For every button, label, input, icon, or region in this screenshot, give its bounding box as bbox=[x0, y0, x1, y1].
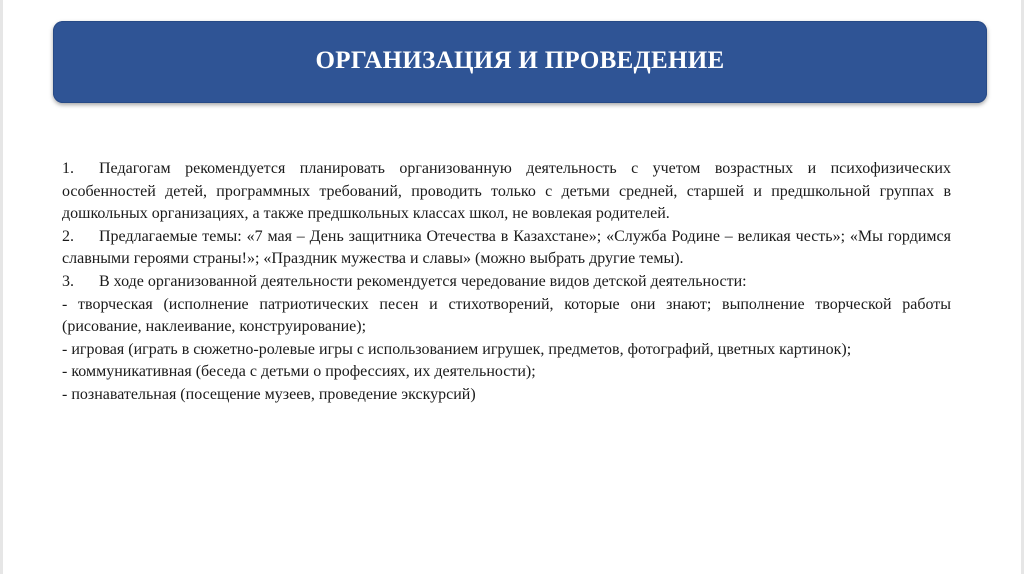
numbered-item-1 bbox=[62, 158, 951, 226]
item-number: 1. bbox=[62, 160, 74, 177]
slide-body bbox=[62, 158, 951, 407]
title-banner bbox=[53, 21, 987, 103]
slide-title: ОРГАНИЗАЦИЯ И ПРОВЕДЕНИЕ bbox=[315, 47, 725, 74]
activity-item-creative: - творческая (исполнение патриотических песен и стихотворений, которые они знают; выполнение творческой работы (рисование, наклеивание, конструирование); bbox=[62, 295, 951, 336]
activity-item-communicative: - коммуникативная (беседа с детьми о профессиях, их деятельности); bbox=[62, 363, 536, 381]
slide-left-edge bbox=[0, 0, 3, 574]
activity-item-cognitive: - познавательная (посещение музеев, проведение экскурсий) bbox=[62, 385, 476, 403]
item-text: Педагогам рекомендуется планировать организованную деятельность с учетом возрастных и психофизических особенностей детей, программных требований, проводить только с детьми средней, старшей и предшкольной группах в дошкольных организациях, а также предшкольных классах школ, не вовлекая родителей. bbox=[62, 160, 951, 223]
item-number: 2. bbox=[62, 227, 74, 245]
activity-item-play: - игровая (играть в сюжетно-ролевые игры с использованием игрушек, предметов, фотографий, цветных картинок); bbox=[62, 340, 852, 358]
numbered-item-3 bbox=[62, 271, 951, 294]
item-text: В ходе организованной деятельности рекомендуется чередование видов детской деятельности: bbox=[99, 272, 747, 290]
numbered-item-2 bbox=[62, 226, 951, 271]
item-text: Предлагаемые темы: «7 мая – День защитника Отечества в Казахстане»; «Служба Родине – великая честь»; «Мы гордимся славными героями страны!»; «Праздник мужества и славы» (можно выбрать другие темы). bbox=[62, 227, 951, 268]
item-number: 3. bbox=[62, 272, 74, 290]
